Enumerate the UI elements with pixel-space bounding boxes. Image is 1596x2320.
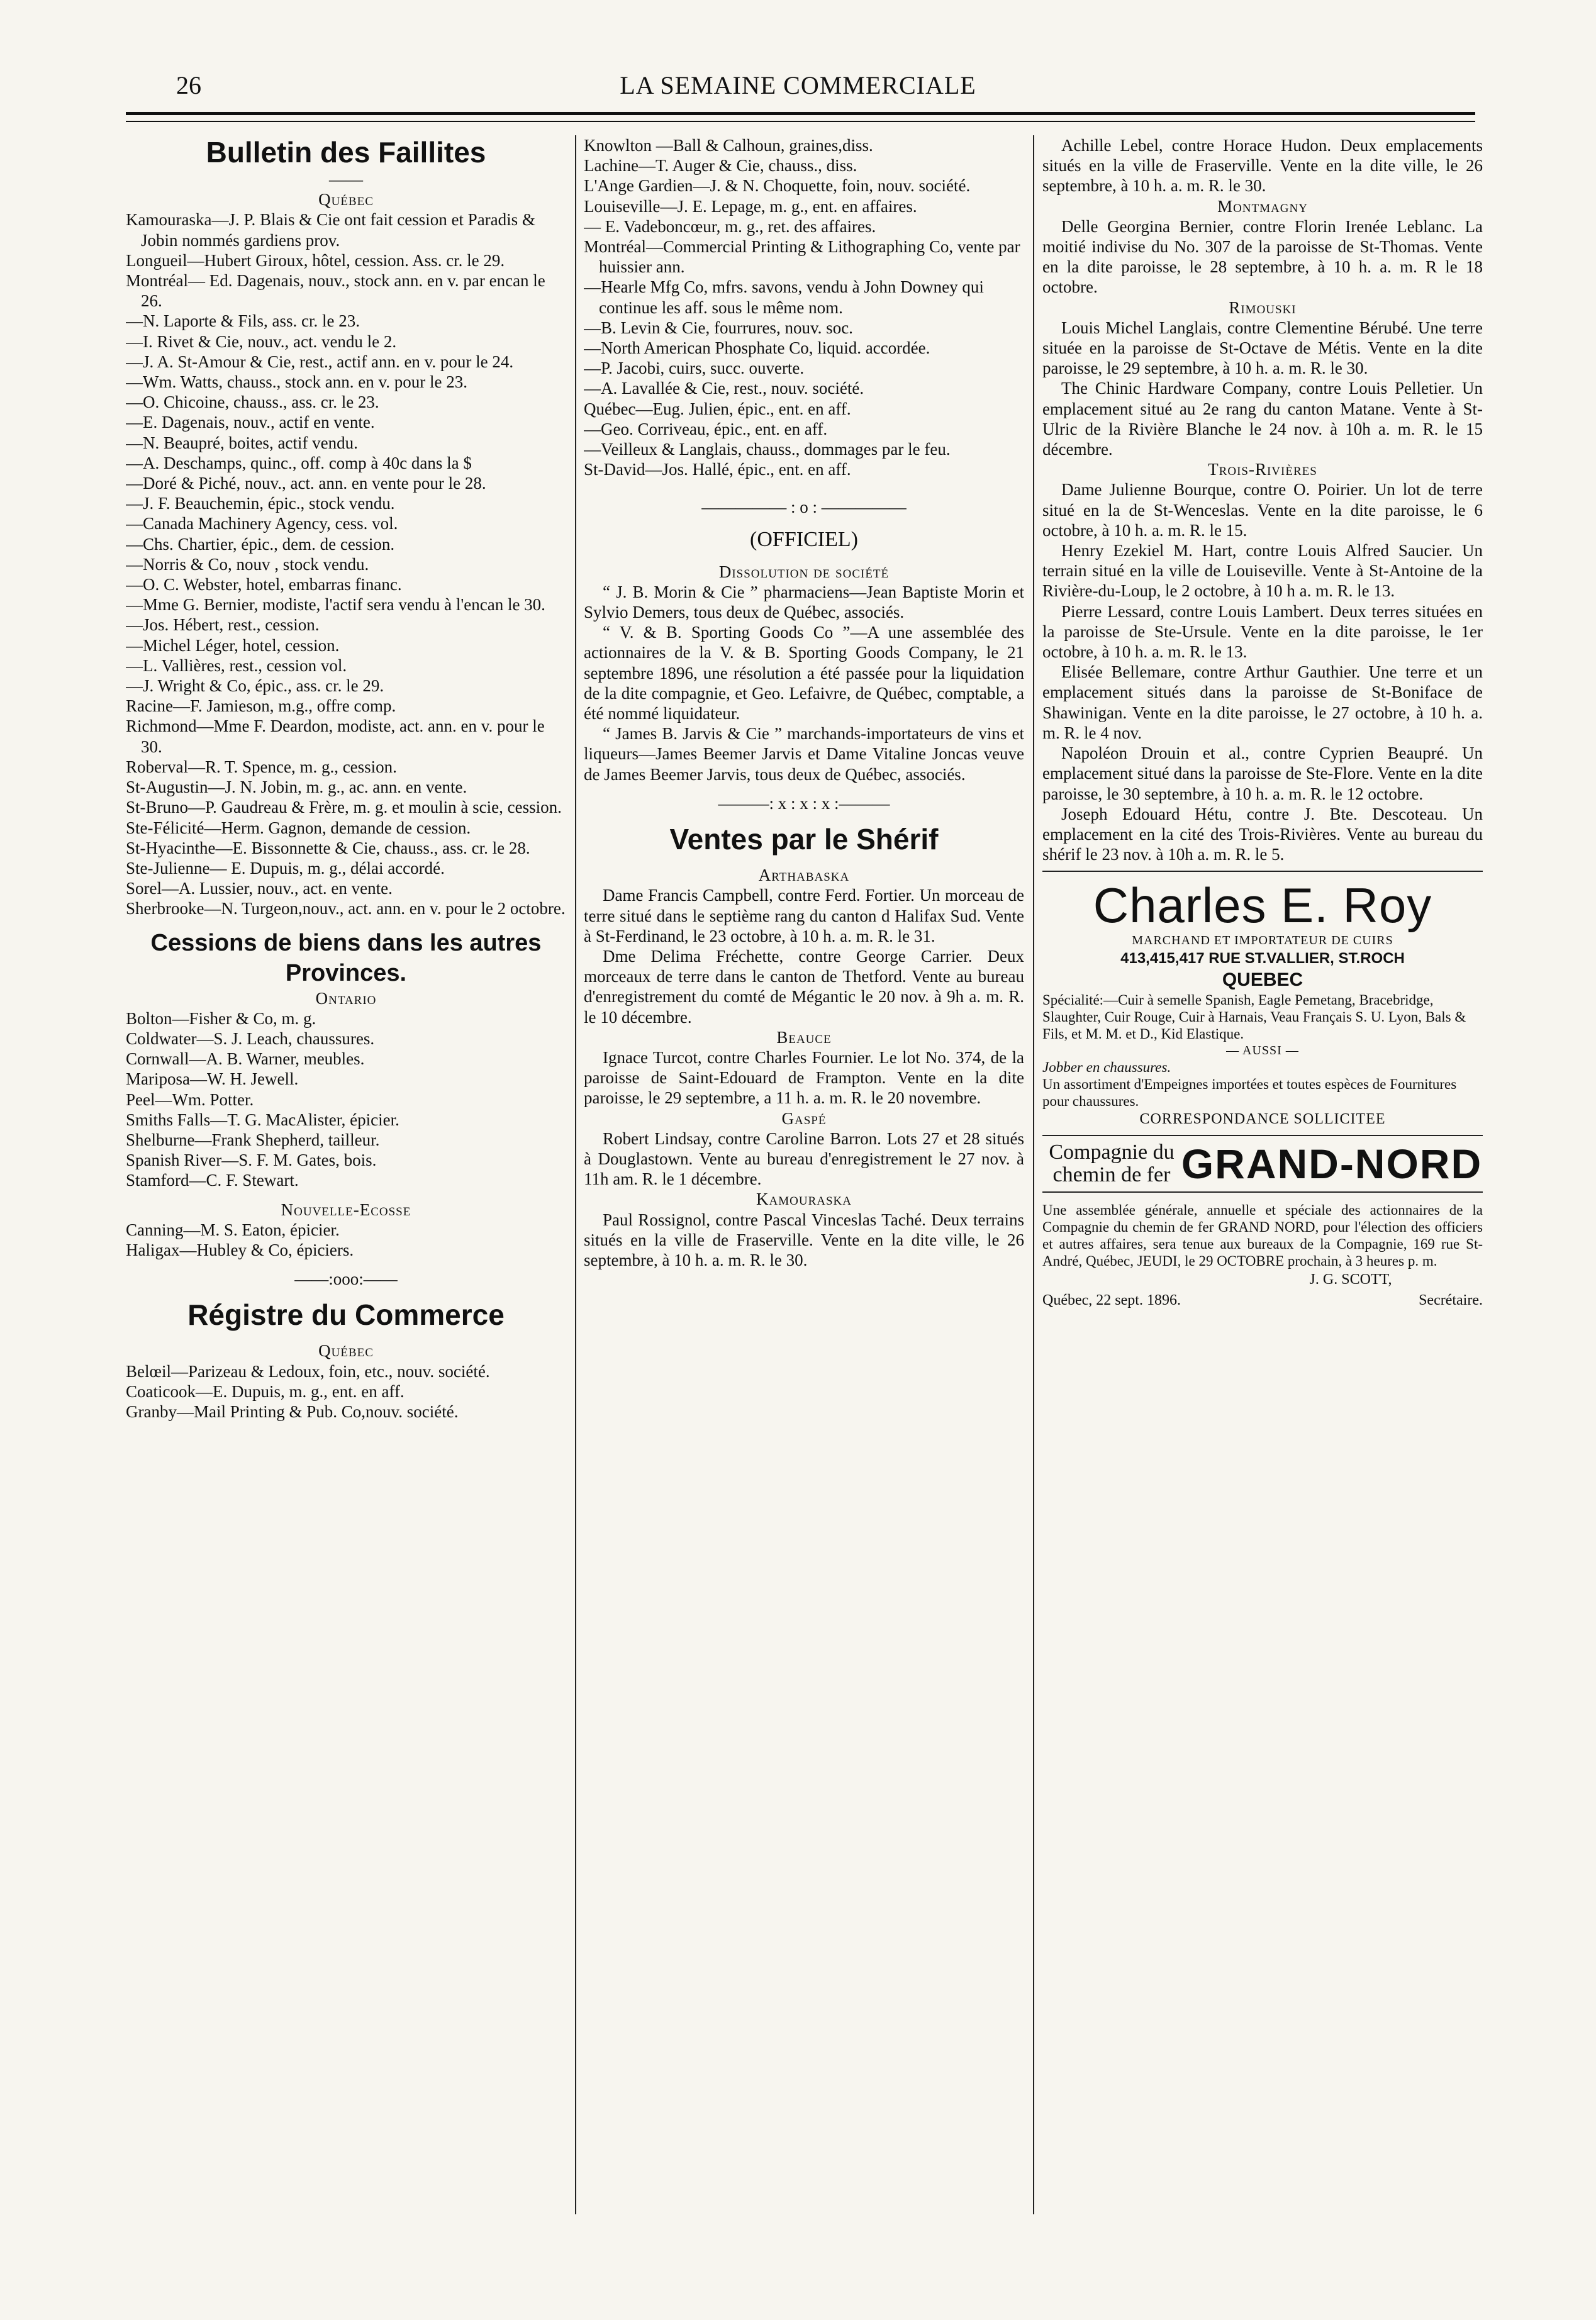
list-item: —Wm. Watts, chauss., stock ann. en v. pour le 23. (126, 372, 467, 392)
top-rule (126, 112, 1475, 115)
list-item: Peel—Wm. Potter. (126, 1090, 254, 1109)
officiel-heading: (OFFICIEL) (750, 527, 858, 551)
top-rule-thin (126, 121, 1475, 122)
notice-paragraph: Ignace Turcot, contre Charles Fournier. Le lot No. 374, de la paroisse de Saint-Edouard de Frampton. Vente en la dite paroisse, le 29 septembre, a 11 h. a. m. R. le 20 novembre. (584, 1047, 1024, 1108)
list-item: —P. Jacobi, cuirs, succ. ouverte. (584, 359, 805, 378)
list-item: Ste-Julienne— E. Dupuis, m. g., délai accordé. (126, 858, 445, 878)
rimouski-list (1042, 318, 1483, 459)
ad-gn-role: Secrétaire. (1419, 1291, 1483, 1308)
notice-paragraph: Dame Julienne Bourque, contre O. Poirier. Un lot de terre situé en la de St-Wenceslas. Vente en la dite paroisse, le 6 octobre, à 10 h. a. m. R. le 15. (1042, 480, 1483, 540)
section-label-arthabaska: Arthabaska (758, 866, 850, 885)
list-item: —A. Deschamps, quinc., off. comp à 40c dans la $ (126, 453, 472, 472)
dissolution-label: Dissolution de société (718, 562, 890, 581)
list-item: —N. Laporte & Fils, ass. cr. le 23. (126, 311, 360, 331)
section-label-rimouski: Rimouski (1229, 298, 1297, 317)
notice-paragraph: Dme Delima Fréchette, contre George Carrier. Deux morceaux de terre dans le canton de Thetford. Vente au bureau d'enregistrement du comté de Mégantic le 20 nov. à 9h a. m. R. le 10 décembre. (584, 946, 1024, 1027)
list-item: —North American Phosphate Co, liquid. accordée. (584, 338, 930, 358)
list-item: Montréal—Commercial Printing & Lithographing Co, vente par huissier ann. (584, 237, 1020, 277)
list-item: —Canada Machinery Agency, cess. vol. (126, 514, 398, 533)
column-divider-2 (1033, 135, 1034, 2214)
ad-roy-aussi: — AUSSI — (1226, 1044, 1299, 1058)
list-item: Kamouraska—J. P. Blais & Cie ont fait cession et Paradis & Jobin nommés gardiens prov. (126, 210, 535, 250)
ad-gn-footer (1042, 1290, 1483, 1310)
section-label-beauce: Beauce (776, 1027, 832, 1047)
registre-list-continued (584, 135, 1024, 479)
list-item: —Geo. Corriveau, épic., ent. en aff. (584, 419, 828, 438)
nouvelle-ecosse-list (126, 1220, 566, 1260)
list-item: —Mme G. Bernier, modiste, l'actif sera vendu à l'encan le 30. (126, 595, 545, 615)
ad-roy-assortiment: Un assortiment d'Empeignes importées et toutes espèces de Fournitures pour chaussures. (1042, 1076, 1457, 1110)
running-head: LA SEMAINE COMMERCIALE (620, 71, 976, 99)
list-item: —A. Lavallée & Cie, rest., nouv. société. (584, 379, 864, 398)
list-item: Smiths Falls—T. G. MacAlister, épicier. (126, 1110, 399, 1129)
ad-gn-date: Québec, 22 sept. 1896. (1042, 1291, 1181, 1308)
notice-paragraph: Achille Lebel, contre Horace Hudon. Deux emplacements situés en la ville de Fraserville. Vente en la dite ville, le 26 septembre, à 10 h. a. m. R. le 30. (1042, 136, 1483, 196)
sherif-heading: Ventes par le Shérif (669, 823, 939, 856)
list-item: Coaticook—E. Dupuis, m. g., ent. en aff. (126, 1381, 405, 1401)
column-2 (584, 135, 1024, 2208)
list-item: Lachine—T. Auger & Cie, chauss., diss. (584, 156, 857, 176)
list-item: Roberval—R. T. Spence, m. g., cession. (126, 757, 397, 776)
list-item: —Jos. Hébert, rest., cession. (126, 615, 320, 635)
notice-paragraph: Delle Georgina Bernier, contre Florin Irenée Leblanc. La moitié indivise du No. 307 de la paroisse de St-Thomas. Vente en la dite paroisse, le 28 septembre, à 10 h. a. m. R le 18 octobre. (1042, 216, 1483, 297)
list-item: Ste-Félicité—Herm. Gagnon, demande de cession. (126, 818, 471, 837)
kamouraska-list (584, 1210, 1024, 1271)
list-item: Stamford—C. F. Stewart. (126, 1171, 299, 1190)
list-item: —J. Wright & Co, épic., ass. cr. le 29. (126, 676, 384, 696)
list-item: —J. F. Beauchemin, épic., stock vendu. (126, 494, 395, 513)
column-3 (1042, 135, 1483, 2208)
ad-roy-correspondance: CORRESPONDANCE SOLLICITEE (1139, 1111, 1386, 1128)
list-item: —O. C. Webster, hotel, embarras financ. (126, 575, 402, 594)
list-item: —I. Rivet & Cie, nouv., act. vendu le 2. (126, 332, 397, 351)
list-item: — E. Vadeboncœur, m. g., ret. des affaires. (584, 216, 876, 236)
ontario-list (126, 1008, 566, 1191)
ad-gn-signer: J. G. SCOTT, (1309, 1271, 1392, 1288)
list-item: Canning—M. S. Eaton, épicier. (126, 1220, 340, 1239)
list-item: Louiseville—J. E. Lepage, m. g., ent. en affaires. (584, 196, 917, 216)
list-item: —Veilleux & Langlais, chauss., dommages par le feu. (584, 440, 951, 459)
registre-heading: Régistre du Commerce (187, 1298, 505, 1332)
list-item: —J. A. St-Amour & Cie, rest., actif ann. en v. pour le 24. (126, 352, 514, 371)
page-number: 26 (176, 71, 201, 99)
list-item: Sorel—A. Lussier, nouv., act. en vente. (126, 879, 393, 898)
separator: ——:ooo:—— (294, 1269, 398, 1289)
notice-paragraph: “ J. B. Morin & Cie ” pharmaciens—Jean Baptiste Morin et Sylvio Demers, tous deux de Québec, associés. (584, 582, 1024, 622)
section-label-gaspe: Gaspé (781, 1108, 827, 1128)
column-1 (126, 135, 566, 2208)
list-item: Knowlton —Ball & Calhoun, graines,diss. (584, 136, 873, 155)
list-item: Shelburne—Frank Shepherd, tailleur. (126, 1130, 380, 1149)
list-item: —B. Levin & Cie, fourrures, nouv. soc. (584, 318, 853, 337)
gaspe-list (584, 1129, 1024, 1190)
ad-roy-trade: MARCHAND ET IMPORTATEUR DE CUIRS (1132, 934, 1393, 948)
notice-paragraph: Henry Ezekiel M. Hart, contre Louis Alfred Saucier. Un terrain situé en la ville de Louiseville. Vente à St-Antoine de la Rivière-du-Loup, le 2 octobre, à 10 h a. m. R. le 13. (1042, 541, 1483, 601)
notice-paragraph: Paul Rossignol, contre Pascal Vinceslas Taché. Deux terrains situés en la ville de Fraserville. Vente en la dite ville, le 26 septembre, à 10 h. a. m. R. le 30. (584, 1210, 1024, 1269)
list-item: Cornwall—A. B. Warner, meubles. (126, 1049, 365, 1069)
notice-paragraph: Louis Michel Langlais, contre Clementine Bérubé. Une terre située en la paroisse de St-Octave de Métis. Vente en la dite paroisse, le 29 septembre, à 10 h. a. m. R. le 30. (1042, 318, 1483, 378)
section-label-nouvelle-ecosse: Nouvelle-Ecosse (281, 1200, 411, 1219)
list-item: —L. Vallières, rest., cession vol. (126, 655, 347, 675)
notice-paragraph: Robert Lindsay, contre Caroline Barron. Lots 27 et 28 situés à Douglastown. Vente au bureau d'enregistrement le 27 nov. à 11h am. R. le 1 décembre. (584, 1129, 1024, 1189)
list-item: Sherbrooke—N. Turgeon,nouv., act. ann. en v. pour le 2 octobre. (126, 899, 566, 918)
list-item: —E. Dagenais, nouv., actif en vente. (126, 413, 375, 432)
separator: ———: x : x : x :——— (718, 793, 890, 813)
notice-paragraph: “ James B. Jarvis & Cie ” marchands-importateurs de vins et liqueurs—James Beemer Jarvis et Dame Vitaline Joncas veuve de James Beemer Jarvis, tous deux de Québec, associés. (584, 724, 1024, 784)
list-item: Longueil—Hubert Giroux, hôtel, cession. Ass. cr. le 29. (126, 250, 505, 270)
list-item: —Hearle Mfg Co, mfrs. savons, vendu à John Downey qui continue les aff. sous le même nom. (584, 277, 984, 317)
list-item: Richmond—Mme F. Deardon, modiste, act. ann. en v. pour le 30. (126, 717, 545, 756)
arthabaska-list (584, 885, 1024, 1027)
list-item: —Chs. Chartier, épic., dem. de cession. (126, 534, 395, 554)
list-item: Spanish River—S. F. M. Gates, bois. (126, 1151, 377, 1170)
ad-roy-jobber: Jobber en chaussures. (1042, 1059, 1171, 1076)
section-label-montmagny: Montmagny (1217, 196, 1308, 216)
list-item: Coldwater—S. J. Leach, chaussures. (126, 1029, 375, 1048)
ad-gn-notice: Une assemblée générale, annuelle et spéciale des actionnaires de la Compagnie du chemin de fer GRAND NORD, pour l'élection des officiers et autres affaires, sera tenue aux bureaux de la Compagnie, 169 rue St-André, Québec, JEUDI, le 29 OCTOBRE prochain, à 3 heures p. m. (1042, 1202, 1483, 1269)
dash: —— (329, 170, 363, 189)
section-label-quebec: Québec (318, 190, 374, 209)
list-item: Belœil—Parizeau & Ledoux, foin, etc., nouv. société. (126, 1361, 490, 1381)
list-item: —Michel Léger, hotel, cession. (126, 635, 340, 655)
notice-paragraph: Elisée Bellemare, contre Arthur Gauthier. Une terre et un emplacement situés dans la paroisse de St-Boniface de Shawinigan. Vente en la dite paroisse, le 27 octobre, à 10 h. a. m. R. le 4 nov. (1042, 662, 1483, 742)
list-item: —O. Chicoine, chauss., ass. cr. le 23. (126, 393, 379, 412)
separator: ————— : o : ————— (701, 498, 907, 517)
list-item: St-Bruno—P. Gaudreau & Frère, m. g. et moulin à scie, cession. (126, 798, 562, 817)
list-item: St-David—Jos. Hallé, épic., ent. en aff. (584, 460, 851, 479)
section-label-trois-rivieres: Trois-Rivières (1208, 460, 1317, 479)
cessions-heading: Cessions de biens dans les autres Provinces. (150, 929, 542, 986)
list-item: Bolton—Fisher & Co, m. g. (126, 1008, 316, 1028)
montmagny-list (1042, 216, 1483, 298)
faillites-list (126, 209, 566, 918)
notice-paragraph: The Chinic Hardware Company, contre Louis Pelletier. Un emplacement situé au 2e rang du canton Matane. Vente à St-Ulric de la Rivière Blanche le 24 nov. à 10h a. m. R. le 15 décembre. (1042, 379, 1483, 459)
list-item: Québec—Eug. Julien, épic., ent. en aff. (584, 399, 851, 418)
ad-gn-title: GRAND-NORD (1181, 1140, 1483, 1188)
list-item: —Doré & Piché, nouv., act. ann. en vente pour le 28. (126, 474, 486, 493)
ad-rule (1042, 871, 1483, 872)
list-item: Racine—F. Jamieson, m.g., offre comp. (126, 696, 396, 716)
ad-roy-address: 413,415,417 RUE ST.VALLIER, ST.ROCH (1120, 950, 1405, 968)
notice-paragraph: “ V. & B. Sporting Goods Co ”—A une assemblée des actionnaires de la V. & B. Sporting Goods Company, le 21 septembre 1896, une résolution a été passée pour la liquidation de la dite compagnie, et Geo. Lefaivre, de Québec, comptable, a été nommé liquidateur. (584, 623, 1024, 723)
column-divider-1 (575, 135, 576, 2214)
list-item: St-Hyacinthe—E. Bissonnette & Cie, chauss., ass. cr. le 28. (126, 838, 530, 857)
registre-list (126, 1361, 566, 1422)
list-item: St-Augustin—J. N. Jobin, m. g., ac. ann. en vente. (126, 778, 467, 797)
notice-paragraph: Joseph Edouard Hétu, contre J. Bte. Descoteau. Un emplacement en la cité des Trois-Rivières. Vente au bureau du shérif le 23 nov. à 10h a. m. R. le 5. (1042, 804, 1483, 864)
notice-paragraph: Dame Francis Campbell, contre Ferd. Fortier. Un morceau de terre situé dans le septième rang du canton d Halifax Sud. Vente à St-Ferdinand, le 23 octobre, à 10 h. a. m. R. le 31. (584, 886, 1024, 945)
list-item: Montréal— Ed. Dagenais, nouv., stock ann. en v. par encan le 26. (126, 271, 545, 311)
section-label-quebec-registre: Québec (318, 1341, 374, 1361)
ad-roy-city: QUEBEC (1222, 969, 1303, 991)
list-item: Mariposa—W. H. Jewell. (126, 1069, 299, 1089)
section-label-kamouraska: Kamouraska (756, 1190, 852, 1209)
list-item: Haligax—Hubley & Co, épiciers. (126, 1240, 354, 1259)
ad-gn-company: Compagnie du chemin de fer (1049, 1140, 1175, 1187)
dissolution-list (584, 582, 1024, 784)
advertisement-grand-nord (1042, 1135, 1483, 1193)
beauce-list (584, 1047, 1024, 1108)
ad-roy-name: Charles E. Roy (1093, 878, 1432, 934)
list-item: —Norris & Co, nouv , stock vendu. (126, 554, 369, 574)
advertisement-charles-roy (1042, 878, 1483, 1129)
list-item: L'Ange Gardien—J. & N. Choquette, foin, nouv. société. (584, 176, 971, 196)
list-item: —N. Beaupré, boites, actif vendu. (126, 433, 358, 452)
trois-rivieres-list (1042, 479, 1483, 864)
section-label-ontario: Ontario (315, 988, 377, 1008)
faillites-heading: Bulletin des Faillites (206, 136, 486, 169)
ad-roy-specialite: Spécialité:—Cuir à semelle Spanish, Eagle Pemetang, Bracebridge, Slaughter, Cuir Rouge, Cuir à Harnais, Veau Français S. U. Lyon, Bals & Fils, et M. M. et D., Kid Elastique. (1042, 992, 1466, 1042)
notice-paragraph: Pierre Lessard, contre Louis Lambert. Deux terres situées en la paroisse de Ste-Ursule. Vente en la dite paroisse, le 1er octobre, à 10 h. a. m. R. le 13. (1042, 601, 1483, 662)
list-item: Granby—Mail Printing & Pub. Co,nouv. société. (126, 1402, 459, 1421)
notice-paragraph: Napoléon Drouin et al., contre Cyprien Beaupré. Un emplacement situé dans la paroisse de Ste-Flore. Vente en la dite paroisse, le 30 septembre, à 10 h. a. m. R. le 12 octobre. (1042, 744, 1483, 803)
